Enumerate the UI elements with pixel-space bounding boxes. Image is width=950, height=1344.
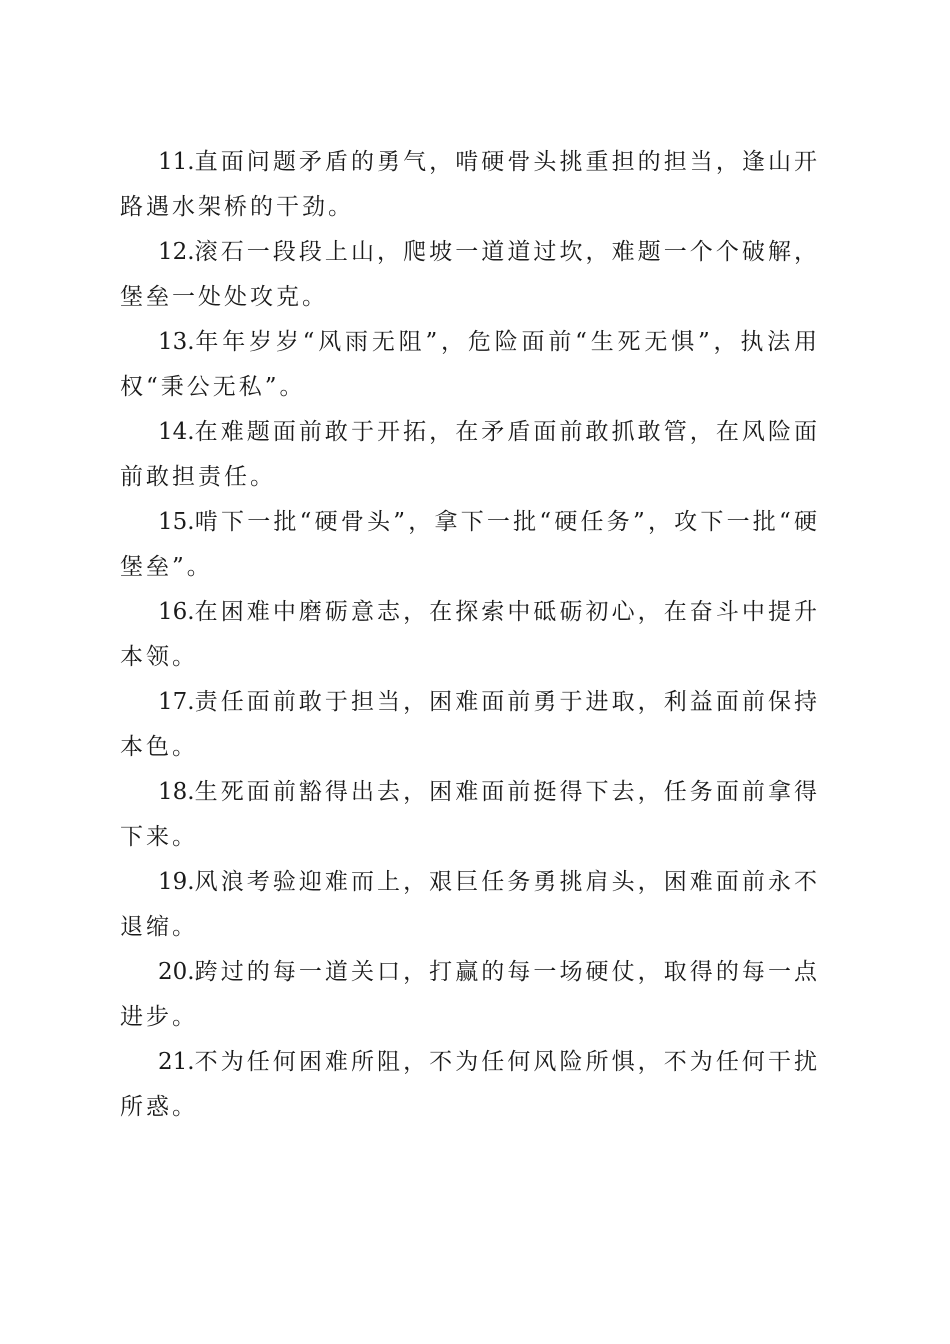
item-number: 18. [158, 779, 195, 805]
item-number: 14. [158, 419, 195, 445]
list-item [120, 410, 820, 500]
item-text: 不为任何困难所阻，不为任何风险所惧，不为任何干扰所惑。 [120, 1049, 820, 1120]
list-item [120, 590, 820, 680]
list-item [120, 860, 820, 950]
item-text: 生死面前豁得出去，困难面前挺得下去，任务面前拿得下来。 [120, 779, 820, 850]
list-item [120, 230, 820, 320]
item-text: 滚石一段段上山，爬坡一道道过坎，难题一个个破解，堡垒一处处攻克。 [120, 239, 820, 310]
item-text: 年年岁岁“风雨无阻”，危险面前“生死无惧”，执法用权“秉公无私”。 [120, 329, 820, 400]
list-item [120, 500, 820, 590]
item-text: 跨过的每一道关口，打赢的每一场硬仗，取得的每一点进步。 [120, 959, 820, 1030]
list-item [120, 1040, 820, 1130]
list-item [120, 770, 820, 860]
item-text: 责任面前敢于担当，困难面前勇于进取，利益面前保持本色。 [120, 689, 820, 760]
list-item [120, 950, 820, 1040]
list-item [120, 680, 820, 770]
item-text: 风浪考验迎难而上，艰巨任务勇挑肩头，困难面前永不退缩。 [120, 869, 820, 940]
list-item [120, 320, 820, 410]
item-number: 17. [158, 689, 195, 715]
item-number: 19. [158, 869, 195, 895]
item-text: 在难题面前敢于开拓，在矛盾面前敢抓敢管，在风险面前敢担责任。 [120, 419, 820, 490]
item-text: 直面问题矛盾的勇气，啃硬骨头挑重担的担当，逢山开路遇水架桥的干劲。 [120, 149, 820, 220]
item-number: 16. [158, 599, 195, 625]
item-number: 13. [158, 329, 195, 355]
item-number: 11. [158, 149, 195, 175]
item-number: 21. [158, 1049, 195, 1075]
item-number: 20. [158, 959, 195, 985]
document-body [120, 140, 820, 1130]
item-text: 啃下一批“硬骨头”，拿下一批“硬任务”，攻下一批“硬堡垒”。 [120, 509, 820, 580]
list-item [120, 140, 820, 230]
item-text: 在困难中磨砺意志，在探索中砥砺初心，在奋斗中提升本领。 [120, 599, 820, 670]
item-number: 15. [158, 509, 195, 535]
item-number: 12. [158, 239, 195, 265]
